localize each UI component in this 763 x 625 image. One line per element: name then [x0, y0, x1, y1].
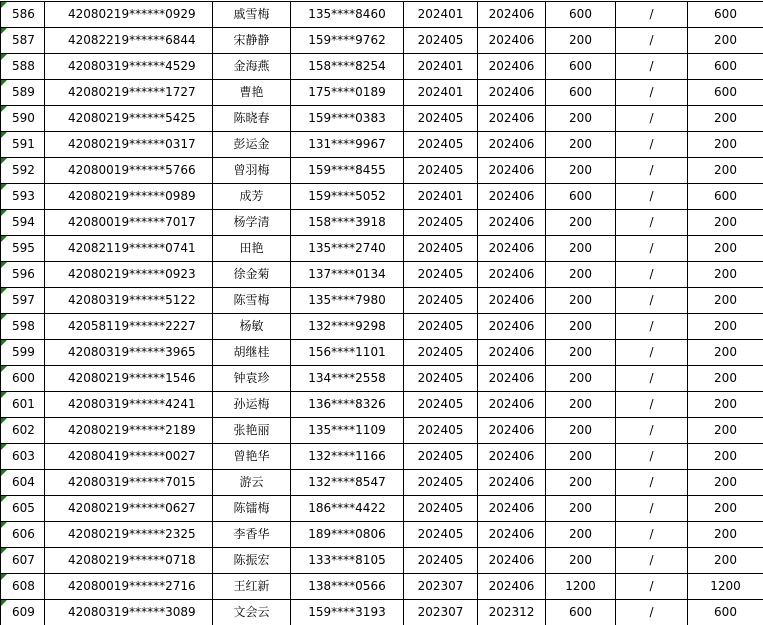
id-number-cell[interactable]: 42080219******0718 — [45, 548, 213, 574]
start-period-cell[interactable]: 202405 — [404, 340, 478, 366]
total-cell[interactable]: 200 — [688, 470, 763, 496]
remark-cell[interactable]: / — [616, 132, 688, 158]
name-cell[interactable]: 钟袁珍 — [213, 366, 291, 392]
end-period-cell[interactable]: 202406 — [478, 522, 546, 548]
end-period-cell[interactable]: 202406 — [478, 2, 546, 28]
end-period-cell[interactable]: 202406 — [478, 54, 546, 80]
id-number-cell[interactable]: 42080319******7015 — [45, 470, 213, 496]
amount-cell[interactable]: 1200 — [546, 574, 616, 600]
phone-cell[interactable]: 132****1166 — [291, 444, 404, 470]
name-cell[interactable]: 杨敏 — [213, 314, 291, 340]
total-cell[interactable]: 200 — [688, 262, 763, 288]
amount-cell[interactable]: 200 — [546, 496, 616, 522]
remark-cell[interactable]: / — [616, 106, 688, 132]
remark-cell[interactable]: / — [616, 236, 688, 262]
amount-cell[interactable]: 200 — [546, 444, 616, 470]
name-cell[interactable]: 胡继桂 — [213, 340, 291, 366]
row-number-cell[interactable]: 606 — [1, 522, 45, 548]
total-cell[interactable]: 200 — [688, 28, 763, 54]
amount-cell[interactable]: 600 — [546, 184, 616, 210]
table-row — [1, 132, 763, 158]
remark-cell[interactable]: / — [616, 548, 688, 574]
total-cell[interactable]: 200 — [688, 314, 763, 340]
phone-cell[interactable]: 159****5052 — [291, 184, 404, 210]
name-cell[interactable]: 王红新 — [213, 574, 291, 600]
name-cell[interactable]: 陈镭梅 — [213, 496, 291, 522]
amount-cell[interactable]: 200 — [546, 366, 616, 392]
phone-cell[interactable]: 158****8254 — [291, 54, 404, 80]
phone-cell[interactable]: 135****7980 — [291, 288, 404, 314]
phone-cell[interactable]: 135****2740 — [291, 236, 404, 262]
amount-cell[interactable]: 200 — [546, 28, 616, 54]
row-number-cell[interactable]: 602 — [1, 418, 45, 444]
remark-cell[interactable]: / — [616, 392, 688, 418]
row-number-cell[interactable]: 588 — [1, 54, 45, 80]
phone-cell[interactable]: 136****8326 — [291, 392, 404, 418]
id-number-cell[interactable]: 42080419******0027 — [45, 444, 213, 470]
remark-cell[interactable]: / — [616, 80, 688, 106]
name-cell[interactable]: 曹艳 — [213, 80, 291, 106]
id-number-cell[interactable]: 42080319******5122 — [45, 288, 213, 314]
total-cell[interactable]: 200 — [688, 236, 763, 262]
remark-cell[interactable]: / — [616, 184, 688, 210]
amount-cell[interactable]: 600 — [546, 2, 616, 28]
amount-cell[interactable]: 200 — [546, 340, 616, 366]
remark-cell[interactable]: / — [616, 496, 688, 522]
table-row — [1, 496, 763, 522]
id-number-cell[interactable]: 42080219******5425 — [45, 106, 213, 132]
id-number-cell[interactable]: 42082119******0741 — [45, 236, 213, 262]
amount-cell[interactable]: 200 — [546, 106, 616, 132]
table-row — [1, 80, 763, 106]
total-cell[interactable]: 200 — [688, 418, 763, 444]
amount-cell[interactable]: 200 — [546, 262, 616, 288]
end-period-cell[interactable]: 202406 — [478, 392, 546, 418]
id-number-cell[interactable]: 42080019******2716 — [45, 574, 213, 600]
table-row — [1, 28, 763, 54]
row-number-cell[interactable]: 591 — [1, 132, 45, 158]
phone-cell[interactable]: 159****9762 — [291, 28, 404, 54]
total-cell[interactable]: 200 — [688, 132, 763, 158]
table-row — [1, 392, 763, 418]
id-number-cell[interactable]: 42080219******0923 — [45, 262, 213, 288]
id-number-cell[interactable]: 42080219******2189 — [45, 418, 213, 444]
phone-cell[interactable]: 133****8105 — [291, 548, 404, 574]
name-cell[interactable]: 徐金菊 — [213, 262, 291, 288]
start-period-cell[interactable]: 202401 — [404, 2, 478, 28]
total-cell[interactable]: 1200 — [688, 574, 763, 600]
row-number-cell[interactable]: 598 — [1, 314, 45, 340]
total-cell[interactable]: 200 — [688, 210, 763, 236]
id-number-cell[interactable]: 42080319******4241 — [45, 392, 213, 418]
id-number-cell[interactable]: 42058119******2227 — [45, 314, 213, 340]
id-number-cell[interactable]: 42080219******0929 — [45, 2, 213, 28]
remark-cell[interactable]: / — [616, 54, 688, 80]
remark-cell[interactable]: / — [616, 418, 688, 444]
id-number-cell[interactable]: 42082219******6844 — [45, 28, 213, 54]
name-cell[interactable]: 陈振宏 — [213, 548, 291, 574]
name-cell[interactable]: 金海燕 — [213, 54, 291, 80]
end-period-cell[interactable]: 202406 — [478, 470, 546, 496]
table-row — [1, 418, 763, 444]
start-period-cell[interactable]: 202405 — [404, 470, 478, 496]
row-number-cell[interactable]: 600 — [1, 366, 45, 392]
end-period-cell[interactable]: 202406 — [478, 574, 546, 600]
row-number-cell[interactable]: 589 — [1, 80, 45, 106]
end-period-cell[interactable]: 202406 — [478, 184, 546, 210]
end-period-cell[interactable]: 202406 — [478, 28, 546, 54]
row-number-cell[interactable]: 593 — [1, 184, 45, 210]
remark-cell[interactable]: / — [616, 366, 688, 392]
table-body — [1, 2, 763, 625]
start-period-cell[interactable]: 202405 — [404, 548, 478, 574]
phone-cell[interactable]: 156****1101 — [291, 340, 404, 366]
amount-cell[interactable]: 200 — [546, 548, 616, 574]
amount-cell[interactable]: 200 — [546, 210, 616, 236]
row-number-cell[interactable]: 607 — [1, 548, 45, 574]
id-number-cell[interactable]: 42080319******4529 — [45, 54, 213, 80]
row-number-cell[interactable]: 587 — [1, 28, 45, 54]
end-period-cell[interactable]: 202406 — [478, 314, 546, 340]
end-period-cell[interactable]: 202312 — [478, 600, 546, 625]
start-period-cell[interactable]: 202405 — [404, 158, 478, 184]
id-number-cell[interactable]: 42080219******0317 — [45, 132, 213, 158]
name-cell[interactable]: 杨学清 — [213, 210, 291, 236]
start-period-cell[interactable]: 202401 — [404, 184, 478, 210]
end-period-cell[interactable]: 202406 — [478, 340, 546, 366]
remark-cell[interactable]: / — [616, 2, 688, 28]
table-row — [1, 106, 763, 132]
id-number-cell[interactable]: 42080319******3089 — [45, 600, 213, 625]
name-cell[interactable]: 李香华 — [213, 522, 291, 548]
start-period-cell[interactable]: 202405 — [404, 392, 478, 418]
start-period-cell[interactable]: 202405 — [404, 366, 478, 392]
table-row — [1, 470, 763, 496]
remark-cell[interactable]: / — [616, 262, 688, 288]
amount-cell[interactable]: 200 — [546, 470, 616, 496]
table-row — [1, 366, 763, 392]
table-row — [1, 288, 763, 314]
table-row — [1, 600, 763, 625]
table-row — [1, 548, 763, 574]
phone-cell[interactable]: 158****3918 — [291, 210, 404, 236]
remark-cell[interactable]: / — [616, 158, 688, 184]
id-number-cell[interactable]: 42080019******7017 — [45, 210, 213, 236]
total-cell[interactable]: 200 — [688, 548, 763, 574]
end-period-cell[interactable]: 202406 — [478, 496, 546, 522]
table-row — [1, 236, 763, 262]
start-period-cell[interactable]: 202405 — [404, 496, 478, 522]
start-period-cell[interactable]: 202405 — [404, 210, 478, 236]
table-row — [1, 262, 763, 288]
remark-cell[interactable]: / — [616, 444, 688, 470]
remark-cell[interactable]: / — [616, 470, 688, 496]
row-number-cell[interactable]: 592 — [1, 158, 45, 184]
id-number-cell[interactable]: 42080219******1727 — [45, 80, 213, 106]
end-period-cell[interactable]: 202406 — [478, 106, 546, 132]
name-cell[interactable]: 陈晓春 — [213, 106, 291, 132]
remark-cell[interactable]: / — [616, 314, 688, 340]
table-row — [1, 54, 763, 80]
name-cell[interactable]: 彭运金 — [213, 132, 291, 158]
total-cell[interactable]: 200 — [688, 496, 763, 522]
name-cell[interactable]: 曾羽梅 — [213, 158, 291, 184]
table-row — [1, 340, 763, 366]
amount-cell[interactable]: 200 — [546, 418, 616, 444]
phone-cell[interactable]: 135****1109 — [291, 418, 404, 444]
start-period-cell[interactable]: 202405 — [404, 288, 478, 314]
phone-cell[interactable]: 159****3193 — [291, 600, 404, 625]
id-number-cell[interactable]: 42080319******3965 — [45, 340, 213, 366]
phone-cell[interactable]: 138****0566 — [291, 574, 404, 600]
row-number-cell[interactable]: 609 — [1, 600, 45, 625]
phone-cell[interactable]: 135****8460 — [291, 2, 404, 28]
id-number-cell[interactable]: 42080219******0989 — [45, 184, 213, 210]
row-number-cell[interactable]: 601 — [1, 392, 45, 418]
table-row — [1, 522, 763, 548]
end-period-cell[interactable]: 202406 — [478, 366, 546, 392]
row-number-cell[interactable]: 590 — [1, 106, 45, 132]
start-period-cell[interactable]: 202401 — [404, 80, 478, 106]
start-period-cell[interactable]: 202405 — [404, 106, 478, 132]
phone-cell[interactable]: 186****4422 — [291, 496, 404, 522]
end-period-cell[interactable]: 202406 — [478, 262, 546, 288]
table-row — [1, 210, 763, 236]
phone-cell[interactable]: 189****0806 — [291, 522, 404, 548]
amount-cell[interactable]: 600 — [546, 600, 616, 625]
amount-cell[interactable]: 600 — [546, 80, 616, 106]
phone-cell[interactable]: 159****0383 — [291, 106, 404, 132]
amount-cell[interactable]: 200 — [546, 288, 616, 314]
table-row — [1, 2, 763, 28]
row-number-cell[interactable]: 597 — [1, 288, 45, 314]
end-period-cell[interactable]: 202406 — [478, 418, 546, 444]
phone-cell[interactable]: 159****8455 — [291, 158, 404, 184]
end-period-cell[interactable]: 202406 — [478, 444, 546, 470]
phone-cell[interactable]: 131****9967 — [291, 132, 404, 158]
total-cell[interactable]: 600 — [688, 184, 763, 210]
name-cell[interactable]: 张艳丽 — [213, 418, 291, 444]
start-period-cell[interactable]: 202405 — [404, 236, 478, 262]
row-number-cell[interactable]: 608 — [1, 574, 45, 600]
id-number-cell[interactable]: 42080219******1546 — [45, 366, 213, 392]
total-cell[interactable]: 200 — [688, 340, 763, 366]
total-cell[interactable]: 200 — [688, 106, 763, 132]
table-row — [1, 314, 763, 340]
amount-cell[interactable]: 200 — [546, 522, 616, 548]
start-period-cell[interactable]: 202307 — [404, 574, 478, 600]
remark-cell[interactable]: / — [616, 210, 688, 236]
phone-cell[interactable]: 132****8547 — [291, 470, 404, 496]
start-period-cell[interactable]: 202405 — [404, 522, 478, 548]
start-period-cell[interactable]: 202405 — [404, 28, 478, 54]
start-period-cell[interactable]: 202401 — [404, 54, 478, 80]
end-period-cell[interactable]: 202406 — [478, 288, 546, 314]
table-row — [1, 158, 763, 184]
start-period-cell[interactable]: 202405 — [404, 132, 478, 158]
row-number-cell[interactable]: 595 — [1, 236, 45, 262]
remark-cell[interactable]: / — [616, 340, 688, 366]
end-period-cell[interactable]: 202406 — [478, 80, 546, 106]
amount-cell[interactable]: 200 — [546, 236, 616, 262]
total-cell[interactable]: 200 — [688, 444, 763, 470]
total-cell[interactable]: 600 — [688, 54, 763, 80]
name-cell[interactable]: 戚雪梅 — [213, 2, 291, 28]
end-period-cell[interactable]: 202406 — [478, 158, 546, 184]
table-row — [1, 184, 763, 210]
name-cell[interactable]: 宋静静 — [213, 28, 291, 54]
id-number-cell[interactable]: 42080219******0627 — [45, 496, 213, 522]
amount-cell[interactable]: 200 — [546, 314, 616, 340]
phone-cell[interactable]: 132****9298 — [291, 314, 404, 340]
name-cell[interactable]: 成芳 — [213, 184, 291, 210]
name-cell[interactable]: 田艳 — [213, 236, 291, 262]
remark-cell[interactable]: / — [616, 600, 688, 625]
start-period-cell[interactable]: 202405 — [404, 418, 478, 444]
start-period-cell[interactable]: 202405 — [404, 262, 478, 288]
name-cell[interactable]: 游云 — [213, 470, 291, 496]
total-cell[interactable]: 200 — [688, 158, 763, 184]
data-table — [0, 1, 763, 625]
table-row — [1, 574, 763, 600]
total-cell[interactable]: 200 — [688, 522, 763, 548]
phone-cell[interactable]: 175****0189 — [291, 80, 404, 106]
end-period-cell[interactable]: 202406 — [478, 236, 546, 262]
total-cell[interactable]: 200 — [688, 288, 763, 314]
row-number-cell[interactable]: 605 — [1, 496, 45, 522]
total-cell[interactable]: 200 — [688, 366, 763, 392]
name-cell[interactable]: 文会云 — [213, 600, 291, 625]
row-number-cell[interactable]: 603 — [1, 444, 45, 470]
row-number-cell[interactable]: 604 — [1, 470, 45, 496]
row-number-cell[interactable]: 599 — [1, 340, 45, 366]
name-cell[interactable]: 孙运梅 — [213, 392, 291, 418]
amount-cell[interactable]: 200 — [546, 392, 616, 418]
start-period-cell[interactable]: 202405 — [404, 314, 478, 340]
total-cell[interactable]: 200 — [688, 392, 763, 418]
name-cell[interactable]: 曾艳华 — [213, 444, 291, 470]
name-cell[interactable]: 陈雪梅 — [213, 288, 291, 314]
start-period-cell[interactable]: 202405 — [404, 444, 478, 470]
remark-cell[interactable]: / — [616, 28, 688, 54]
end-period-cell[interactable]: 202406 — [478, 132, 546, 158]
id-number-cell[interactable]: 42080019******5766 — [45, 158, 213, 184]
total-cell[interactable]: 600 — [688, 80, 763, 106]
row-number-cell[interactable]: 586 — [1, 2, 45, 28]
phone-cell[interactable]: 134****2558 — [291, 366, 404, 392]
amount-cell[interactable]: 200 — [546, 158, 616, 184]
id-number-cell[interactable]: 42080219******2325 — [45, 522, 213, 548]
phone-cell[interactable]: 137****0134 — [291, 262, 404, 288]
end-period-cell[interactable]: 202406 — [478, 210, 546, 236]
start-period-cell[interactable]: 202307 — [404, 600, 478, 625]
total-cell[interactable]: 600 — [688, 2, 763, 28]
table-row — [1, 444, 763, 470]
remark-cell[interactable]: / — [616, 574, 688, 600]
total-cell[interactable]: 600 — [688, 600, 763, 625]
row-number-cell[interactable]: 594 — [1, 210, 45, 236]
end-period-cell[interactable]: 202406 — [478, 548, 546, 574]
remark-cell[interactable]: / — [616, 288, 688, 314]
amount-cell[interactable]: 200 — [546, 132, 616, 158]
amount-cell[interactable]: 600 — [546, 54, 616, 80]
remark-cell[interactable]: / — [616, 522, 688, 548]
row-number-cell[interactable]: 596 — [1, 262, 45, 288]
